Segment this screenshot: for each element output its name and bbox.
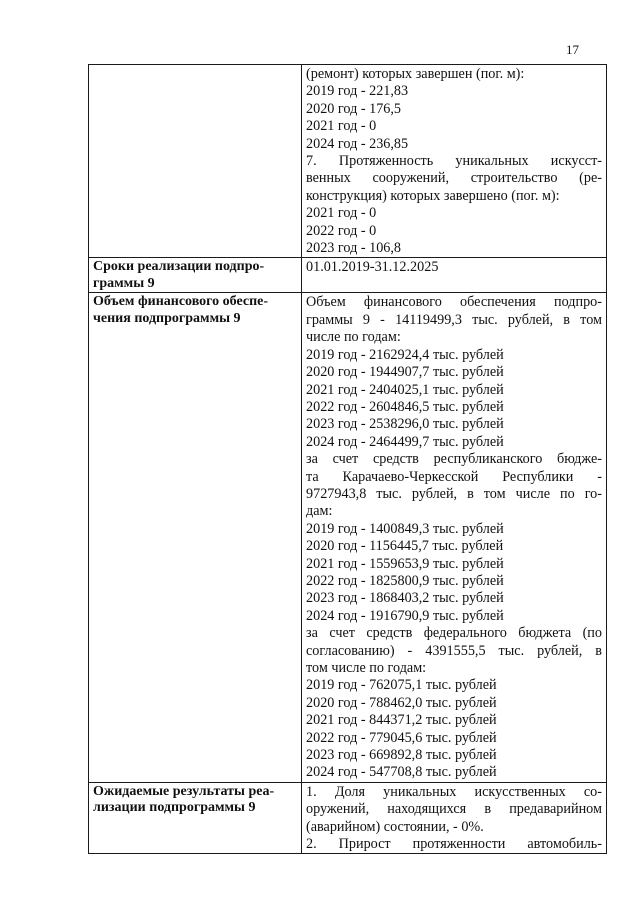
content-line: 2024 год - 2464499,7 тыс. рублей — [306, 433, 504, 450]
content-line: 2023 год - 106,8 — [306, 240, 402, 257]
content-line: 1. Доля уникальных искусственных со- — [306, 783, 602, 800]
content-line: 2020 год - 1156445,7 тыс. рублей — [306, 538, 504, 555]
content-line: 2022 год - 1825800,9 тыс. рублей — [306, 572, 504, 589]
content-line: 2023 год - 2538296,0 тыс. рублей — [306, 416, 504, 433]
content-line: 9727943,8 тыс. рублей, в том числе по го- — [306, 485, 602, 502]
content-line: 2024 год - 547708,8 тыс. рублей — [306, 764, 497, 781]
row-content-cell — [302, 293, 607, 782]
row-label-line: граммы 9 — [93, 275, 155, 291]
row-label-line: Ожидаемые результаты реа- — [93, 783, 275, 799]
content-line: 2021 год - 844371,2 тыс. рублей — [306, 712, 497, 729]
row-label-cell — [89, 258, 302, 293]
content-line: венных сооружений, строительство (ре- — [306, 170, 602, 187]
content-line: 2020 год - 176,5 — [306, 100, 402, 117]
row-content-cell — [302, 782, 607, 854]
content-line: 2022 год - 779045,6 тыс. рублей — [306, 729, 497, 746]
row-label-line: Сроки реализации подпро- — [93, 259, 265, 275]
table-row-funding — [89, 293, 607, 782]
content-line: (ремонт) которых завершен (пог. м): — [306, 66, 525, 82]
row-label-line: лизации подпрограммы 9 — [93, 800, 256, 816]
content-line: 7. Протяженность уникальных искусст- — [306, 153, 602, 170]
table-row-timeline — [89, 258, 607, 293]
content-line: дам: — [306, 503, 333, 520]
content-line: 2023 год - 669892,8 тыс. рублей — [306, 747, 497, 764]
content-line: 2. Прирост протяженности автомобиль- — [306, 836, 602, 853]
content-line: 2020 год - 1944907,7 тыс. рублей — [306, 364, 504, 381]
content-line: 2019 год - 762075,1 тыс. рублей — [306, 677, 497, 694]
content-line: 2021 год - 1559653,9 тыс. рублей — [306, 555, 504, 572]
content-line: 2024 год - 236,85 — [306, 135, 409, 152]
passport-table — [88, 64, 607, 854]
content-line: 2021 год - 0 — [306, 205, 377, 222]
content-line: согласованию) - 4391555,5 тыс. рублей, в — [306, 642, 602, 659]
content-line: 2023 год - 1868403,2 тыс. рублей — [306, 590, 504, 607]
content-line: 01.01.2019-31.12.2025 — [306, 259, 439, 276]
row-label-cell — [89, 293, 302, 782]
content-line: Объем финансового обеспечения подпро- — [306, 294, 602, 311]
page-number: 17 — [566, 42, 579, 57]
row-label-line: чения подпрограммы 9 — [93, 310, 241, 326]
content-line: конструкция) которых завершено (пог. м): — [306, 187, 560, 204]
content-line: 2021 год - 0 — [306, 118, 377, 135]
content-line: 2020 год - 788462,0 тыс. рублей — [306, 694, 497, 711]
content-line: том числе по годам: — [306, 660, 427, 676]
row-label-cell — [89, 65, 302, 258]
row-content-cell — [302, 258, 607, 293]
content-line: та Карачаево-Черкесской Республики - — [306, 468, 602, 485]
content-line: граммы 9 - 14119499,3 тыс. рублей, в том — [306, 311, 602, 328]
content-line: за счет средств республиканского бюдже- — [306, 451, 602, 468]
content-line: оружений, находящихся в предаварийном — [306, 801, 602, 818]
row-label-cell — [89, 782, 302, 854]
content-line: 2024 год - 1916790,9 тыс. рублей — [306, 607, 504, 624]
content-line: за счет средств федерального бюджета (по — [306, 625, 602, 642]
row-content-cell — [302, 65, 607, 258]
content-line: 2021 год - 2404025,1 тыс. рублей — [306, 381, 504, 398]
content-line: 2019 год - 221,83 — [306, 83, 409, 100]
row-label-line: Объем финансового обеспе- — [93, 294, 269, 310]
table-row-continuation — [89, 65, 607, 258]
content-line: 2022 год - 2604846,5 тыс. рублей — [306, 398, 504, 415]
content-line: (аварийном) состоянии, - 0%. — [306, 818, 484, 835]
content-line: 2022 год - 0 — [306, 222, 377, 239]
content-line: числе по годам: — [306, 329, 401, 346]
content-line: 2019 год - 1400849,3 тыс. рублей — [306, 520, 504, 537]
table-row-expected-results — [89, 782, 607, 854]
content-line: 2019 год - 2162924,4 тыс. рублей — [306, 346, 504, 363]
